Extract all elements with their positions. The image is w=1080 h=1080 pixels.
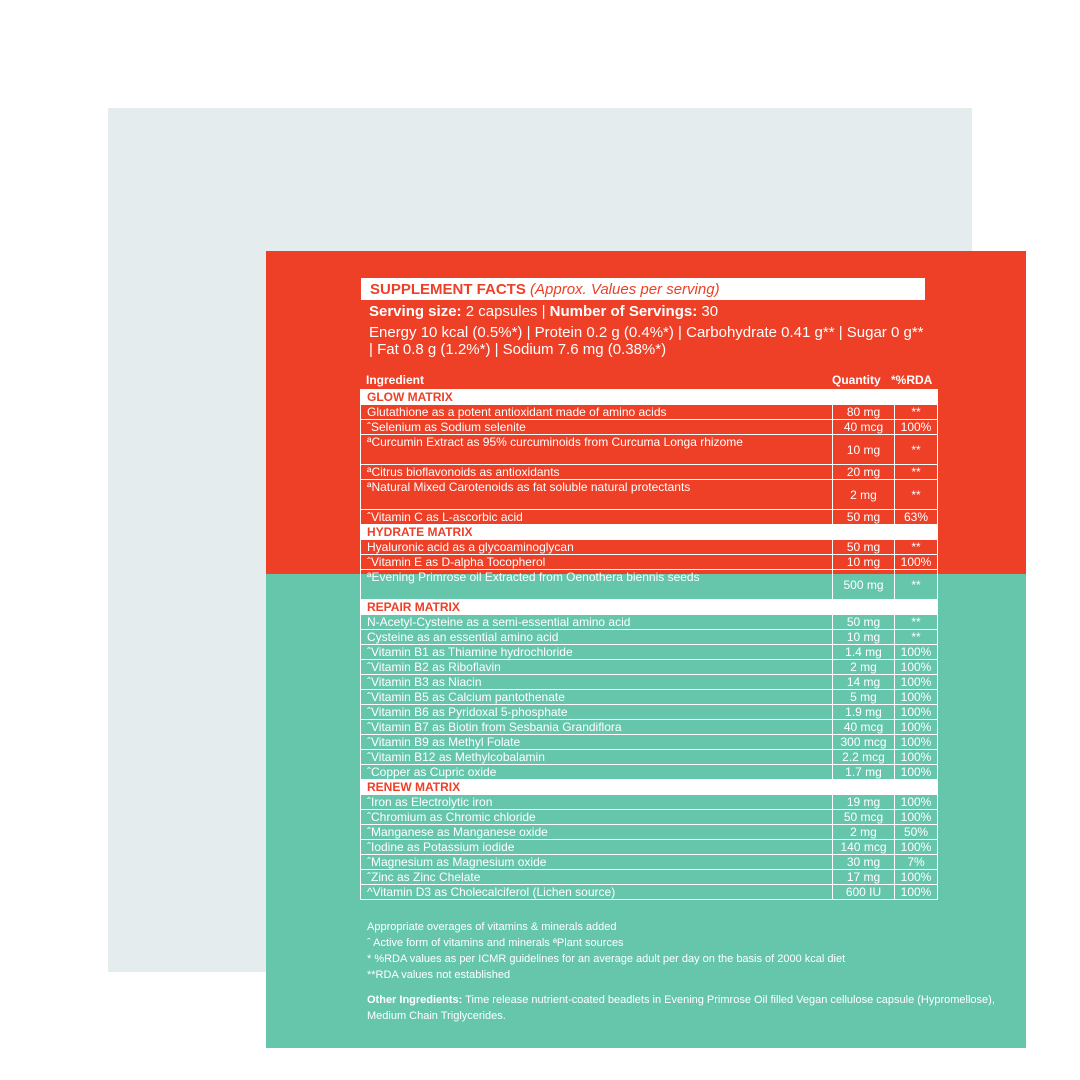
panel-subtitle: (Approx. Values per serving) (530, 281, 720, 298)
section-header-row (361, 390, 938, 405)
footnote: **RDA values not established (367, 969, 511, 981)
table-row (361, 465, 938, 480)
rda-cell: 63% (895, 510, 938, 525)
serving-size-label: Serving size: (369, 303, 462, 320)
supplement-facts-panel (266, 251, 1026, 1048)
table-row (361, 660, 938, 675)
quantity-cell: 600 IU (833, 885, 895, 900)
ingredient-cell: ªEvening Primrose oil Extracted from Oenothera biennis seeds (361, 570, 833, 600)
ingredient-cell: ªCitrus bioflavonoids as antioxidants (361, 465, 833, 480)
servings-value: 30 (697, 303, 719, 320)
quantity-cell: 1.4 mg (833, 645, 895, 660)
quantity-cell: 20 mg (833, 465, 895, 480)
ingredient-cell: ˆVitamin B5 as Calcium pantothenate (361, 690, 833, 705)
table-row (361, 810, 938, 825)
table-row (361, 690, 938, 705)
rda-cell: ** (895, 465, 938, 480)
serving-info (369, 303, 718, 320)
ingredient-cell: ˆChromium as Chromic chloride (361, 810, 833, 825)
ingredient-cell: N-Acetyl-Cysteine as a semi-essential amino acid (361, 615, 833, 630)
rda-cell: 50% (895, 825, 938, 840)
col-quantity: Quantity (832, 373, 881, 387)
rda-cell: 100% (895, 885, 938, 900)
quantity-cell: 2 mg (833, 480, 895, 510)
ingredient-cell: ˆVitamin B12 as Methylcobalamin (361, 750, 833, 765)
footnote: * %RDA values as per ICMR guidelines for an average adult per day on the basis of 2000 kcal diet (367, 953, 846, 965)
quantity-cell: 300 mcg (833, 735, 895, 750)
ingredient-cell: ˆIodine as Potassium iodide (361, 840, 833, 855)
ingredient-cell: ^Vitamin D3 as Cholecalciferol (Lichen source) (361, 885, 833, 900)
rda-cell: 100% (895, 735, 938, 750)
ingredient-cell: ˆVitamin E as D-alpha Tocopherol (361, 555, 833, 570)
table-row (361, 435, 938, 465)
quantity-cell: 19 mg (833, 795, 895, 810)
quantity-cell: 14 mg (833, 675, 895, 690)
table-row (361, 825, 938, 840)
other-ingredients-label: Other Ingredients: (367, 994, 463, 1006)
quantity-cell: 50 mg (833, 540, 895, 555)
quantity-cell: 30 mg (833, 855, 895, 870)
quantity-cell: 50 mcg (833, 810, 895, 825)
rda-cell: ** (895, 630, 938, 645)
rda-cell: ** (895, 405, 938, 420)
ingredient-cell: ˆVitamin B7 as Biotin from Sesbania Grandiflora (361, 720, 833, 735)
quantity-cell: 10 mg (833, 435, 895, 465)
quantity-cell: 17 mg (833, 870, 895, 885)
rda-cell: 100% (895, 645, 938, 660)
table-row (361, 480, 938, 510)
rda-cell: 100% (895, 765, 938, 780)
quantity-cell: 2.2 mcg (833, 750, 895, 765)
section-header-row (361, 780, 938, 795)
table-row (361, 765, 938, 780)
ingredient-cell: ªCurcumin Extract as 95% curcuminoids from Curcuma Longa rhizome (361, 435, 833, 465)
section-name: RENEW MATRIX (361, 780, 938, 795)
quantity-cell: 1.9 mg (833, 705, 895, 720)
quantity-cell: 40 mcg (833, 420, 895, 435)
ingredient-cell: ˆIron as Electrolytic iron (361, 795, 833, 810)
quantity-cell: 10 mg (833, 630, 895, 645)
rda-cell: ** (895, 480, 938, 510)
rda-cell: 100% (895, 795, 938, 810)
ingredient-cell: ˆCopper as Cupric oxide (361, 765, 833, 780)
footnote: ˆ Active form of vitamins and minerals ªPlant sources (367, 937, 624, 949)
other-ingredients (367, 992, 1007, 1024)
table-row (361, 420, 938, 435)
col-rda: *%RDA (891, 373, 933, 387)
rda-cell: 100% (895, 750, 938, 765)
quantity-cell: 140 mcg (833, 840, 895, 855)
title-bar (361, 278, 925, 300)
rda-cell: ** (895, 570, 938, 600)
rda-cell: 100% (895, 705, 938, 720)
ingredient-cell: ˆVitamin B6 as Pyridoxal 5-phosphate (361, 705, 833, 720)
serving-size-value: 2 capsules | (461, 303, 550, 320)
ingredient-cell: Glutathione as a potent antioxidant made of amino acids (361, 405, 833, 420)
rda-cell: 100% (895, 660, 938, 675)
section-name: REPAIR MATRIX (361, 600, 938, 615)
section-header-row (361, 525, 938, 540)
label-frame (108, 108, 995, 1022)
rda-cell: ** (895, 540, 938, 555)
table-row (361, 720, 938, 735)
quantity-cell: 80 mg (833, 405, 895, 420)
panel-title: SUPPLEMENT FACTS (370, 281, 526, 298)
ingredient-cell: ˆZinc as Zinc Chelate (361, 870, 833, 885)
table-row (361, 540, 938, 555)
table-row (361, 735, 938, 750)
quantity-cell: 40 mcg (833, 720, 895, 735)
table-row (361, 840, 938, 855)
ingredient-cell: ˆVitamin B2 as Riboflavin (361, 660, 833, 675)
quantity-cell: 2 mg (833, 660, 895, 675)
table-row (361, 750, 938, 765)
ingredient-cell: ˆVitamin C as L-ascorbic acid (361, 510, 833, 525)
servings-label: Number of Servings: (549, 303, 698, 320)
quantity-cell: 10 mg (833, 555, 895, 570)
ingredient-cell: ˆManganese as Manganese oxide (361, 825, 833, 840)
table-row (361, 645, 938, 660)
other-ingredients-text: Time release nutrient-coated beadlets in Evening Primrose Oil filled Vegan cellulose capsule (Hypromellose), Medium Chain Triglycerides. (367, 994, 995, 1022)
table-row (361, 870, 938, 885)
ingredient-cell: Cysteine as an essential amino acid (361, 630, 833, 645)
footnote: Appropriate overages of vitamins & minerals added (367, 921, 617, 933)
rda-cell: ** (895, 435, 938, 465)
ingredient-cell: ˆVitamin B9 as Methyl Folate (361, 735, 833, 750)
ingredient-cell: ˆVitamin B3 as Niacin (361, 675, 833, 690)
quantity-cell: 5 mg (833, 690, 895, 705)
nutrition-summary: Energy 10 kcal (0.5%*) | Protein 0.2 g (0.4%*) | Carbohydrate 0.41 g** | Sugar 0 g** | Fat 0.8 g (1.2%*) | Sodium 7.6 mg (0.38%*) (369, 324, 924, 358)
table-row (361, 555, 938, 570)
ingredients-table (360, 389, 938, 900)
rda-cell: 100% (895, 870, 938, 885)
rda-cell: ** (895, 615, 938, 630)
table-row (361, 405, 938, 420)
section-header-row (361, 600, 938, 615)
quantity-cell: 1.7 mg (833, 765, 895, 780)
table-row (361, 705, 938, 720)
quantity-cell: 50 mg (833, 615, 895, 630)
table-row (361, 885, 938, 900)
quantity-cell: 2 mg (833, 825, 895, 840)
rda-cell: 100% (895, 420, 938, 435)
section-name: HYDRATE MATRIX (361, 525, 938, 540)
rda-cell: 100% (895, 675, 938, 690)
quantity-cell: 50 mg (833, 510, 895, 525)
table-row (361, 615, 938, 630)
ingredient-cell: Hyaluronic acid as a glycoaminoglycan (361, 540, 833, 555)
rda-cell: 100% (895, 810, 938, 825)
rda-cell: 100% (895, 555, 938, 570)
ingredient-cell: ˆSelenium as Sodium selenite (361, 420, 833, 435)
section-name: GLOW MATRIX (361, 390, 938, 405)
rda-cell: 7% (895, 855, 938, 870)
table-header (366, 373, 938, 388)
col-ingredient: Ingredient (366, 373, 425, 387)
quantity-cell: 500 mg (833, 570, 895, 600)
footnotes (367, 919, 1007, 983)
rda-cell: 100% (895, 840, 938, 855)
table-row (361, 510, 938, 525)
ingredient-cell: ˆVitamin B1 as Thiamine hydrochloride (361, 645, 833, 660)
table-row (361, 630, 938, 645)
rda-cell: 100% (895, 690, 938, 705)
table-row (361, 675, 938, 690)
ingredient-cell: ˆMagnesium as Magnesium oxide (361, 855, 833, 870)
table-row (361, 855, 938, 870)
table-row (361, 570, 938, 600)
table-row (361, 795, 938, 810)
ingredient-cell: ªNatural Mixed Carotenoids as fat soluble natural protectants (361, 480, 833, 510)
rda-cell: 100% (895, 720, 938, 735)
